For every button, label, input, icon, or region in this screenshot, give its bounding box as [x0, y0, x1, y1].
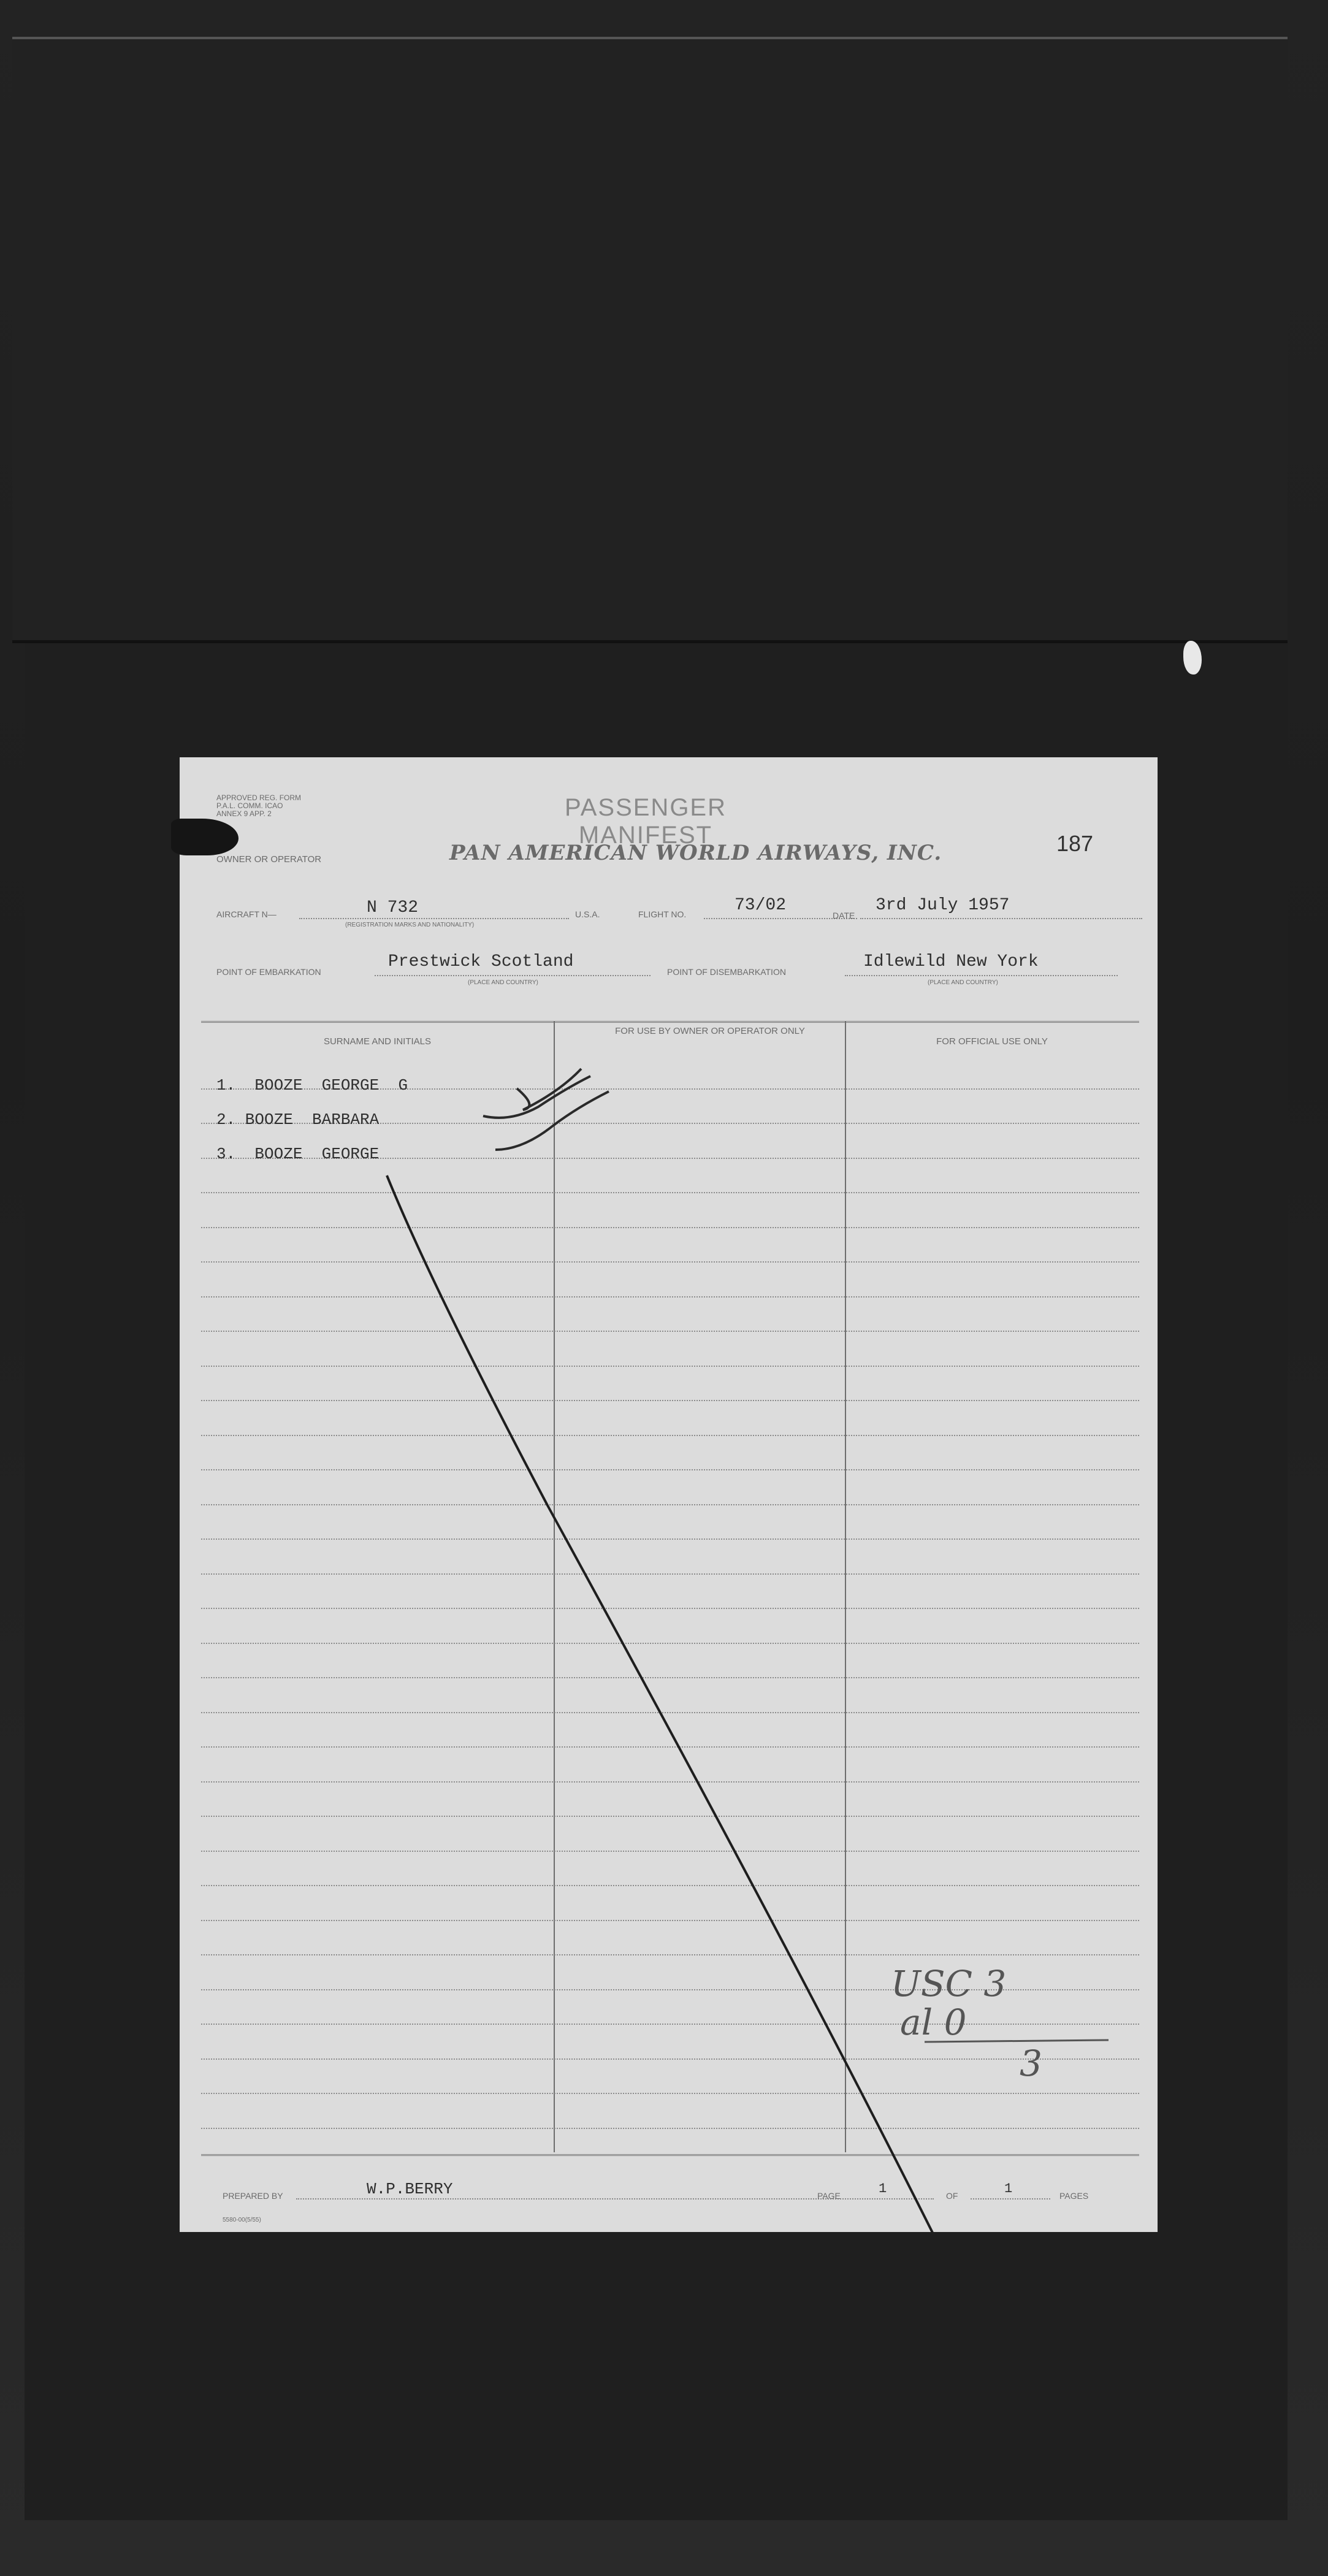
- embarkation-label: POINT OF EMBARKATION: [216, 967, 321, 977]
- page-value: 1: [879, 2181, 887, 2196]
- table-row: [201, 1886, 1139, 1921]
- tally-line-2: al 0: [900, 2001, 967, 2043]
- table-row: [201, 1263, 1139, 1298]
- table-row: [201, 1955, 1139, 1990]
- table-row: [201, 1332, 1139, 1367]
- flight-number-label: FLIGHT NO.: [638, 909, 687, 919]
- disembarkation-value: Idlewild New York: [863, 952, 1039, 971]
- table-row: [201, 1575, 1139, 1610]
- prepared-by-label: PREPARED BY: [223, 2191, 283, 2201]
- date-label: DATE: [833, 911, 855, 920]
- owner-name: PAN AMERICAN WORLD AIRWAYS, INC.: [449, 841, 942, 865]
- table-row: [201, 2060, 1139, 2095]
- form-code: 5580-00(5/55): [223, 2217, 261, 2223]
- table-row: [201, 1609, 1139, 1644]
- table-row: [201, 1401, 1139, 1436]
- table-row: [201, 1644, 1139, 1679]
- disembarkation-sublabel: (PLACE AND COUNTRY): [928, 979, 998, 986]
- aircraft-sublabel: (REGISTRATION MARKS AND NATIONALITY): [345, 922, 475, 928]
- table-rows: [201, 1055, 1139, 2129]
- flight-number-value: 73/02: [735, 896, 787, 915]
- table-row: [201, 1193, 1139, 1228]
- table-row: [201, 1540, 1139, 1575]
- disembarkation-label: POINT OF DISEMBARKATION: [667, 967, 786, 977]
- tally-line-1: USC 3: [891, 1963, 1007, 2005]
- table-row: [201, 1713, 1139, 1748]
- owner-label: OWNER OR OPERATOR: [216, 854, 322, 865]
- table-row: [201, 1748, 1139, 1783]
- table-row: [201, 1505, 1139, 1540]
- column-header-owner: FOR USE BY OWNER OR OPERATOR ONLY: [615, 1026, 805, 1036]
- prepared-by-value: W.P.BERRY: [367, 2180, 453, 2198]
- page-label: PAGE: [817, 2191, 841, 2201]
- table-row: [201, 1678, 1139, 1713]
- disembarkation-line: [845, 975, 1118, 976]
- embarkation-line: [375, 975, 651, 976]
- aircraft-label: AIRCRAFT N—: [216, 909, 277, 919]
- document-title: PASSENGER MANIFEST: [565, 794, 727, 849]
- column-header-names: SURNAME AND INITIALS: [323, 1036, 432, 1047]
- manifest-document: [180, 757, 1158, 2232]
- table-row: [201, 1228, 1139, 1263]
- table-row: [201, 1852, 1139, 1887]
- table-row: [201, 1921, 1139, 1956]
- approval-note: APPROVED REG. FORM P.A.L. COMM. ICAO ANNEX 9 APP. 2: [216, 793, 302, 818]
- date-value: 3rd July 1957: [876, 896, 1010, 915]
- table-row: [201, 1367, 1139, 1402]
- passenger-entry-3: 3. BOOZE GEORGE: [216, 1145, 380, 1163]
- table-row: [201, 1990, 1139, 2025]
- table-row: [201, 1436, 1139, 1471]
- table-row: [201, 1817, 1139, 1852]
- document-page-number: 187: [1056, 831, 1094, 856]
- table-row: [201, 1298, 1139, 1332]
- of-value: 1: [1004, 2181, 1013, 2196]
- table-row: [201, 2094, 1139, 2129]
- embarkation-sublabel: (PLACE AND COUNTRY): [468, 979, 538, 986]
- pages-label: PAGES: [1059, 2191, 1089, 2201]
- microfilm-frame-upper: [12, 37, 1288, 643]
- of-label: OF: [946, 2191, 958, 2201]
- passenger-entry-1: 1. BOOZE GEORGE G: [216, 1076, 408, 1095]
- table-row: [201, 1159, 1139, 1194]
- table-row: [201, 2025, 1139, 2060]
- date-line: [860, 918, 1142, 919]
- of-line: [971, 2198, 1050, 2200]
- column-header-official: FOR OFFICIAL USE ONLY: [936, 1036, 1048, 1047]
- country-label: U.S.A.: [575, 909, 600, 919]
- ink-blot: [171, 819, 239, 855]
- aircraft-line: [299, 918, 569, 919]
- tally-total: 3: [1020, 2043, 1042, 2084]
- table-row: [201, 1470, 1139, 1505]
- embarkation-value: Prestwick Scotland: [388, 952, 574, 971]
- passenger-entry-2: 2. BOOZE BARBARA: [216, 1110, 380, 1129]
- table-row: [201, 1783, 1139, 1817]
- aircraft-value: N 732: [367, 898, 419, 917]
